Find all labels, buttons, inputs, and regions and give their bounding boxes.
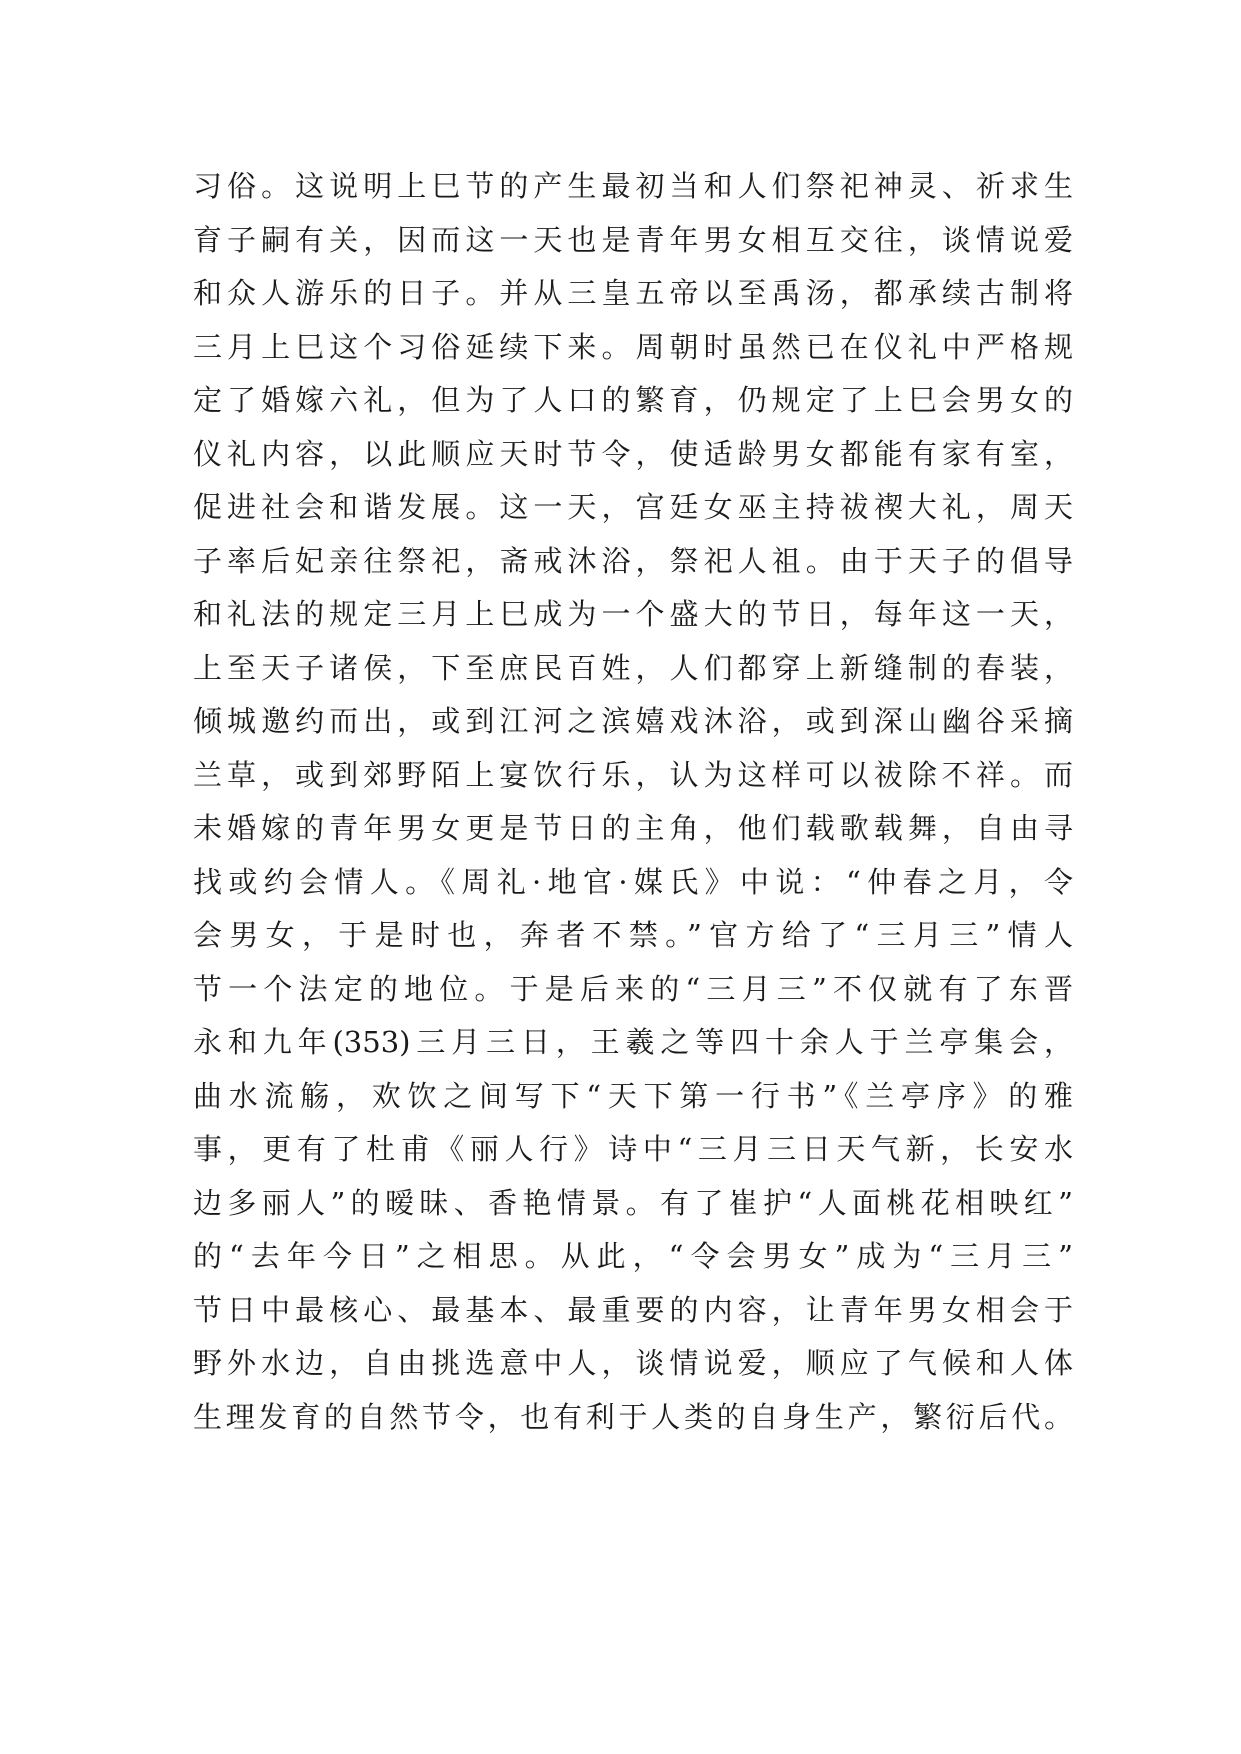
text-line: 未婚嫁的青年男女更是节日的主角，他们载歌载舞，自由寻 — [193, 811, 1073, 845]
text-line: 定了婚嫁六礼，但为了人口的繁育，仍规定了上巳会男女的 — [193, 383, 1073, 417]
text-line: 和众人游乐的日子。并从三皇五帝以至禹汤，都承续古制将 — [193, 276, 1073, 310]
text-line: 会男女，于是时也，奔者不禁。”官方给了“三月三”情人 — [193, 918, 1073, 952]
text-line: 兰草，或到郊野陌上宴饮行乐，认为这样可以祓除不祥。而 — [193, 757, 1073, 792]
text-line: 上至天子诸侯，下至庶民百姓，人们都穿上新缝制的春装， — [193, 650, 1073, 685]
text-line: 习俗。这说明上巳节的产生最初当和人们祭祀神灵、祈求生 — [193, 169, 1073, 203]
text-line: 曲水流觞，欢饮之间写下“天下第一行书”《兰亭序》的雅 — [193, 1078, 1073, 1113]
text-line: 野外水边，自由挑选意中人，谈情说爱，顺应了气候和人体 — [193, 1346, 1073, 1380]
text-line: 倾城邀约而出，或到江河之滨嬉戏沐浴，或到深山幽谷采摘 — [193, 704, 1073, 738]
text-line: 子率后妃亲往祭祀，斋戒沐浴，祭祀人祖。由于天子的倡导 — [193, 543, 1073, 578]
text-line: 促进社会和谐发展。这一天，宫廷女巫主持祓禊大礼，周天 — [193, 490, 1073, 524]
text-line: 永和九年(353)三月三日，王羲之等四十余人于兰亭集会， — [193, 1025, 1073, 1059]
text-line: 仪礼内容，以此顺应天时节令，使适龄男女都能有家有室， — [193, 436, 1073, 471]
text-line: 边多丽人”的暧昧、香艳情景。有了崔护“人面桃花相映红” — [193, 1185, 1073, 1220]
text-line: 事，更有了杜甫《丽人行》诗中“三月三日天气新，长安水 — [193, 1132, 1073, 1166]
text-line: 节一个法定的地位。于是后来的“三月三”不仅就有了东晋 — [193, 971, 1073, 1006]
text-line: 生理发育的自然节令，也有利于人类的自身生产，繁衍后代。 — [193, 1399, 1073, 1434]
text-line: 找或约会情人。《周礼·地官·媒氏》中说：“仲春之月，令 — [193, 864, 1073, 899]
text-line: 节日中最核心、最基本、最重要的内容，让青年男女相会于 — [193, 1292, 1073, 1327]
text-line: 的“去年今日”之相思。从此，“令会男女”成为“三月三” — [193, 1239, 1073, 1273]
text-line: 和礼法的规定三月上巳成为一个盛大的节日，每年这一天， — [193, 597, 1073, 631]
body-text — [193, 160, 1073, 1444]
text-line: 育子嗣有关，因而这一天也是青年男女相互交往，谈情说爱 — [193, 222, 1073, 257]
text-line: 三月上巳这个习俗延续下来。周朝时虽然已在仪礼中严格规 — [193, 329, 1073, 364]
